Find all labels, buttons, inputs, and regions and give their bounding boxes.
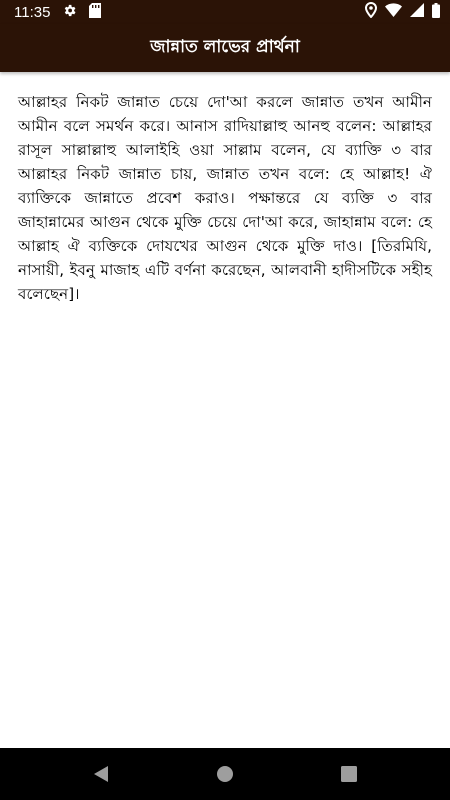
- cellular-icon: [410, 3, 424, 21]
- home-button[interactable]: [213, 762, 237, 786]
- page-title: জান্নাত লাভের প্রার্থনা: [150, 37, 300, 57]
- status-bar: [0, 0, 450, 24]
- recents-button[interactable]: [337, 762, 361, 786]
- gear-icon: [62, 3, 77, 22]
- location-icon: [365, 2, 377, 22]
- wifi-icon: [385, 3, 402, 21]
- back-icon: [92, 765, 110, 783]
- app-bar: [0, 24, 450, 72]
- recents-icon: [341, 766, 357, 782]
- status-right: [365, 2, 440, 22]
- battery-icon: [432, 3, 440, 22]
- sd-card-icon: [89, 3, 101, 22]
- status-left: [14, 3, 101, 22]
- home-icon: [216, 765, 234, 783]
- status-time: 11:35: [14, 3, 51, 21]
- content-text: আল্লাহর নিকট জান্নাত চেয়ে দো'আ করলে জান্নাত তখন আমীন আমীন বলে সমর্থন করে। আনাস রাদিয়াল্লাহু আনহু বলেন: আল্লাহর রাসূল সাল্লাল্লাহু আলাইহি ওয়া সাল্লাম বলেন, যে ব্যাক্তি ৩ বার আল্লাহর নিকট জান্নাত চায়, জান্নাত তখন বলে: হে আল্লাহ! ঐ ব্যাক্তিকে জান্নাতে প্রবেশ করাও। পক্ষান্তরে যে ব্যক্তি ৩ বার জাহান্নামের আগুন থেকে মুক্তি চেয়ে দো'আ করে, জাহান্নাম বলে: হে আল্লাহ ঐ ব্যক্তিকে দোযখের আগুন থেকে মুক্তি দাও। [তিরমিযি, নাসায়ী, ইবনু মাজাহ এটি বর্ণনা করেছেন, আলবানী হাদীসটিকে সহীহ বলেছেন]।: [18, 93, 432, 303]
- navigation-bar: [0, 748, 450, 800]
- back-button[interactable]: [89, 762, 113, 786]
